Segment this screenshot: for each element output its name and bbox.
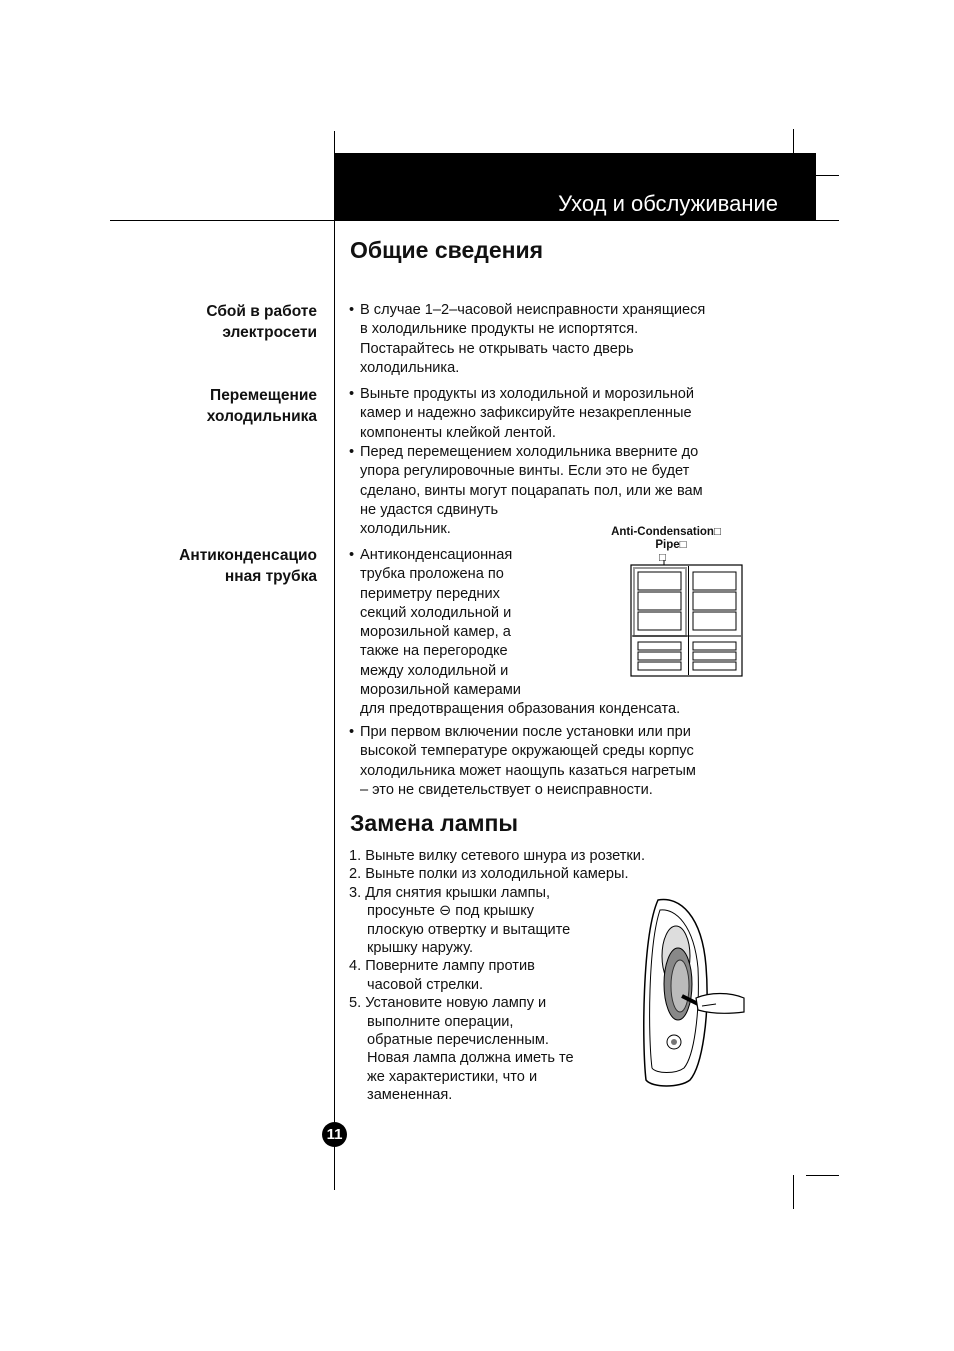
lamp-replacement-illustration [640, 896, 746, 1088]
header-title: Уход и обслуживание [558, 191, 778, 216]
side-label-anticondensation: Антиконденсацио нная трубка [179, 547, 317, 585]
step-5: 5. Установите новую лампу и [349, 995, 547, 1012]
crop-mark-bottom-right-h [806, 1175, 839, 1176]
bullet-power-failure: • В случае 1–2–часовой неисправности хранящиеся в холодильнике продукты не испортятся. Постарайтесь не открывать часто дверь холодильника. [349, 302, 706, 376]
bullet-moving-2: • Перед перемещением холодильника вверните до упора регулировочные винты. Если это не будет сделано, винты могут поцарапать пол, или же вам не удастся сдвинуть холодильник. [349, 444, 703, 538]
header-rule [110, 220, 839, 221]
section-title-lamp: Замена лампы [350, 810, 519, 836]
side-label-power-failure: Сбой в работе электросети [206, 303, 317, 341]
crop-mark-top-right [793, 129, 794, 153]
step-2: 2. Выньте полки из холодильной камеры. [349, 866, 629, 883]
bullet-dot: • [349, 547, 355, 563]
side-label-moving: Перемещение холодильника [206, 387, 317, 425]
section-title-general: Общие сведения [350, 237, 544, 263]
refrigerator-pipe-diagram [628, 560, 746, 680]
bullet-anticondensation-1: • Антиконденсационная трубка проложена по периметру передних секций холодильной и морозильной камер, а также на перегородке между холодильной и морозильной камерами для предотвращения образования конденсата. [349, 547, 681, 718]
left-column-rule [334, 131, 335, 1190]
bullet-dot: • [349, 444, 355, 460]
crop-mark-bottom-right [793, 1175, 794, 1209]
header-bar [335, 153, 816, 220]
bullet-dot: • [349, 302, 355, 318]
figure-label-anticondensation: Anti-Condensation□ Pipe□ □ [611, 526, 721, 564]
bullet-dot: • [349, 724, 355, 740]
step-4: 4. Поверните лампу против [349, 958, 535, 975]
page-number: 11 [322, 1122, 347, 1147]
step-1: 1. Выньте вилку сетевого шнура из розетки. [349, 848, 646, 864]
bullet-moving-1: • Выньте продукты из холодильной и морозильной камер и надежно зафиксируйте незакрепленные компоненты клейкой лентой. [349, 386, 695, 441]
bullet-anticondensation-2: • При первом включении после установки или при высокой температуре окружающей среды корпус холодильника может наощупь казаться нагретым – это не свидетельствует о неисправности. [349, 724, 696, 798]
steps-list: 1. Выньте вилку сетевого шнура из розетки. 2. Выньте полки из холодильной камеры. 3. Для снятия крышки лампы, просуньте ⊖ под крышку плоскую отвертку и вытащите крышку наружу. 4. Поверните лампу против часовой стрелки. 5. Установите новую лампу и выполните операции, обратные перечисленным. Новая лампа должна иметь те же характеристики, что и замененная. [349, 848, 646, 1104]
step-3: 3. Для снятия крышки лампы, [349, 884, 551, 901]
crop-mark-top-right-h [816, 175, 839, 176]
bullet-dot: • [349, 386, 355, 402]
